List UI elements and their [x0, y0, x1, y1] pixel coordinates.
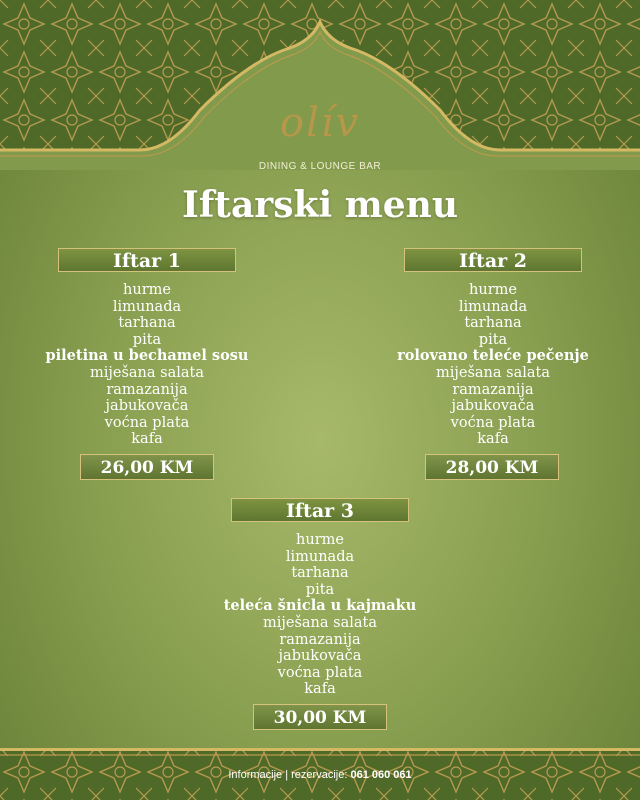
menu-item: tarhana [118, 315, 176, 332]
footer-phone: 061 060 061 [350, 769, 412, 781]
menu-item-main: piletina u bechamel sosu [45, 347, 249, 365]
menu-item-main: teleća šnicla u kajmaku [223, 597, 417, 615]
menu-items-iftar-2 [363, 282, 623, 448]
menu-item: ramazanija [279, 631, 361, 648]
price-iftar-1: 26,00 KM [80, 454, 214, 480]
menu-item-main: rolovano teleće pečenje [397, 347, 589, 365]
menu-item: miješana salata [90, 364, 204, 381]
menu-item: ramazanija [452, 381, 534, 398]
menu-item: limunada [458, 298, 528, 315]
page-title: Iftarski menu [181, 184, 458, 226]
footer-label: Informacije | rezervacije: [228, 769, 351, 781]
menu-item: pita [132, 331, 162, 348]
menu-item: miješana salata [436, 364, 550, 381]
brand-logo: olív [279, 100, 361, 146]
menu-item: hurme [123, 282, 171, 298]
price-iftar-2: 28,00 KM [425, 454, 559, 480]
menu-item: pita [478, 331, 508, 348]
menu-item: hurme [469, 282, 517, 298]
menu-item: voćna plata [104, 414, 190, 431]
price-iftar-3: 30,00 KM [253, 704, 387, 730]
footer-contact [0, 769, 640, 781]
menu-item: hurme [296, 532, 344, 548]
menu-label-iftar-3: Iftar 3 [231, 498, 409, 522]
menu-item: voćna plata [277, 664, 363, 681]
menu-item: jabukovača [278, 648, 362, 665]
menu-item: jabukovača [105, 398, 189, 415]
menu-item: ramazanija [106, 381, 188, 398]
brand-subtitle: DINING & LOUNGE BAR [258, 161, 382, 172]
menu-label-iftar-2: Iftar 2 [404, 248, 582, 272]
menu-item: miješana salata [263, 614, 377, 631]
menu-item: kafa [304, 681, 336, 698]
menu-label-iftar-1: Iftar 1 [58, 248, 236, 272]
menu-item: pita [305, 581, 335, 598]
menu-item: voćna plata [450, 414, 536, 431]
menu-items-iftar-1 [17, 282, 277, 448]
menu-item: kafa [477, 431, 509, 448]
menu-item: tarhana [464, 315, 522, 332]
menu-item: jabukovača [451, 398, 535, 415]
menu-item: limunada [285, 548, 355, 565]
menu-items-iftar-3 [190, 532, 450, 698]
menu-item: tarhana [291, 565, 349, 582]
menu-item: limunada [112, 298, 182, 315]
menu-item: kafa [131, 431, 163, 448]
